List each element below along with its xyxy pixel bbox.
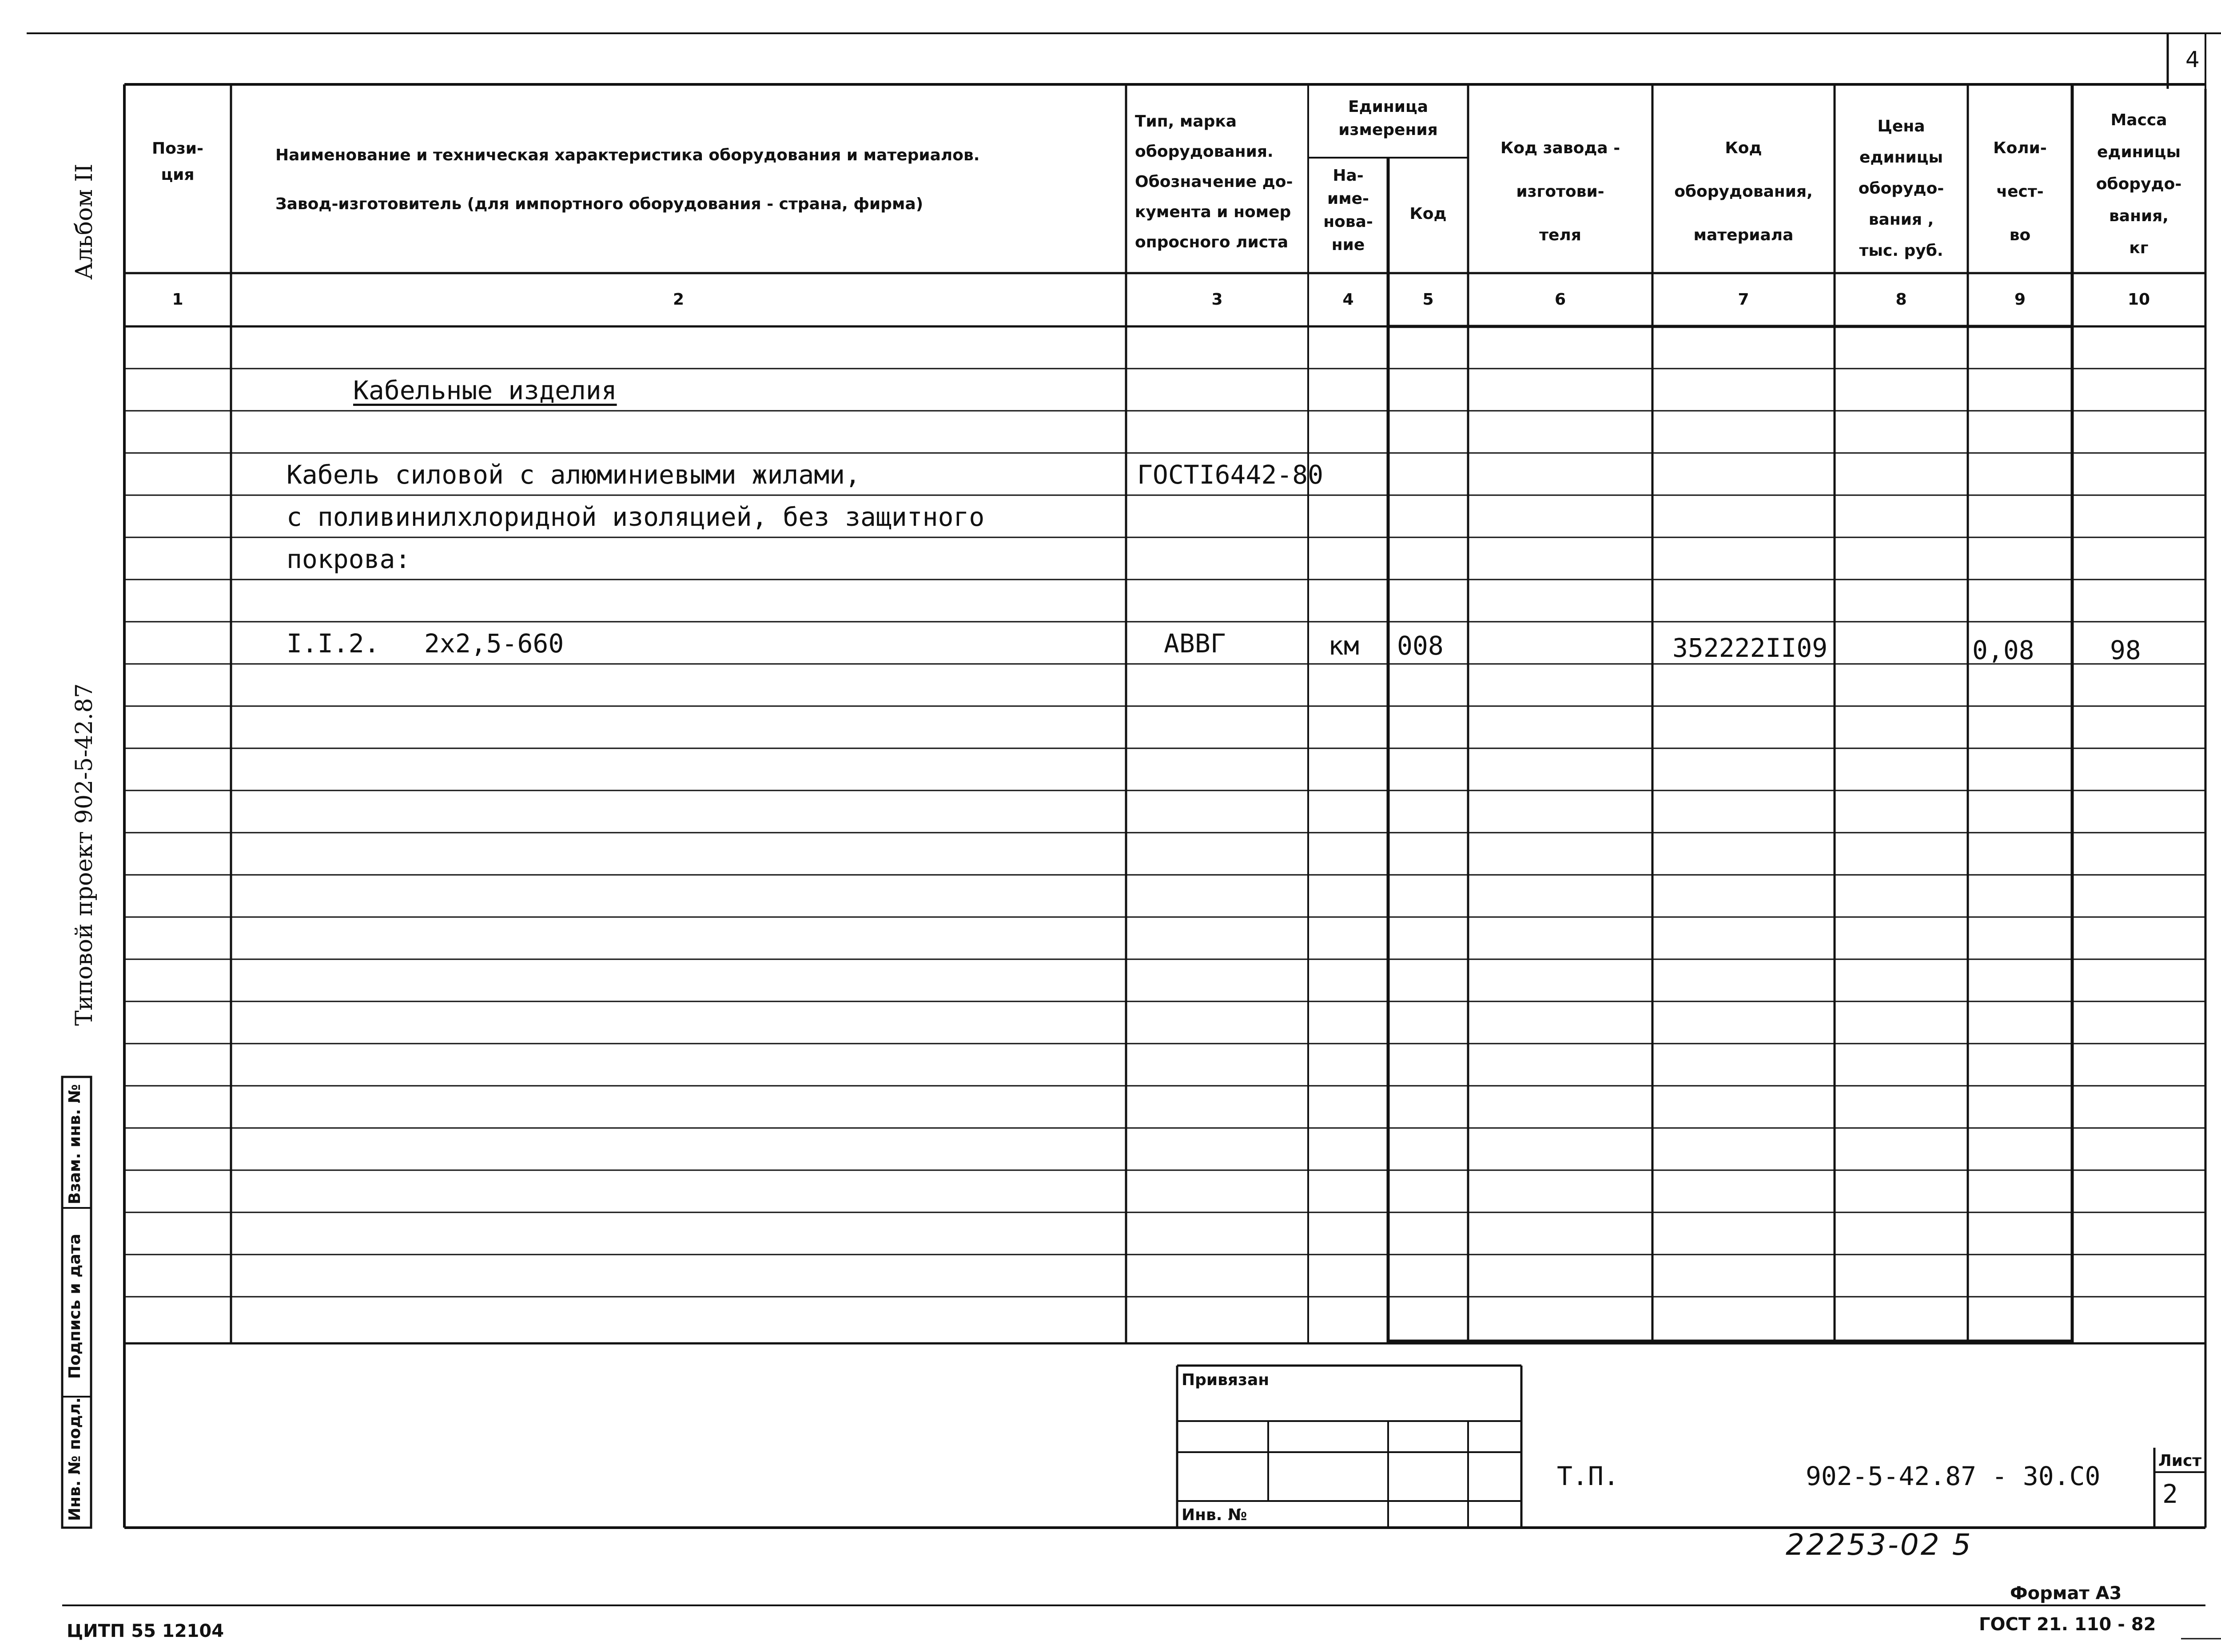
description-line-2: с поливинилхлоридной изоляцией, без защитного [287,502,985,532]
header-col6-line1: Код завода - [1500,139,1620,157]
header-col5: Код [1409,205,1447,223]
header-col6 [1468,127,1652,257]
stamp-tp: Т.П. [1557,1461,1619,1491]
header-col3-line2: оборудования. [1135,143,1274,161]
col-number-1: 1 [172,290,183,309]
header-col10-line5: кг [2129,239,2149,257]
header-col6-line2: изготови- [1516,183,1604,201]
item-unit-code: 008 [1397,631,1444,661]
header-col9-line1: Коли- [1993,139,2047,157]
col-number-5: 5 [1422,290,1434,309]
header-col2 [275,131,979,229]
col-number-7: 7 [1738,290,1749,309]
header-col1 [142,135,213,188]
side-label-podpis: Подпись и дата [66,1234,84,1379]
citp-label: ЦИТП 55 12104 [67,1621,224,1641]
header-col3-line1: Тип, марка [1135,112,1237,131]
item-position: I.I.2. [287,628,380,659]
header-col7-line3: материала [1693,226,1794,244]
header-col9-line3: во [2009,226,2031,244]
description-line-3: покрова: [287,544,411,574]
col-number-9: 9 [2014,290,2026,309]
header-col8-line1: Цена [1877,117,1925,135]
item-name: 2х2,5-660 [424,628,564,659]
header-unit-line2: измерения [1338,121,1438,139]
header-col8-line2: единицы [1859,148,1943,167]
item-equipment-code: 352222II09 [1672,633,1828,663]
format-label: Формат А3 [2010,1583,2122,1604]
header-col7-line2: оборудования, [1674,183,1813,201]
header-col4-line2: име- [1327,190,1369,208]
handwritten-number: 22253-02 5 [1786,1528,1973,1562]
header-col10-line1: Масса [2110,111,2167,129]
stamp-list-label: Лист [2158,1452,2202,1470]
header-col3-line5: опросного листа [1135,233,1289,251]
header-col10 [2072,104,2205,264]
header-col9 [1968,127,2072,257]
header-col8-line4: вания , [1868,210,1934,229]
header-col10-line4: вания, [2109,207,2169,225]
header-col3 [1133,107,1306,258]
page-number: 4 [2185,47,2200,72]
header-col3-line4: кумента и номер [1135,203,1291,221]
section-title: Кабельные изделия [353,375,617,405]
col-number-4: 4 [1342,290,1354,309]
header-col2-line1: Наименование и техническая характеристика оборудования и материалов. [275,146,980,164]
item-quantity: 0,08 [1972,635,2034,665]
header-col4-line1: На- [1333,167,1364,185]
header-col6-line3: теля [1539,226,1581,244]
col-number-6: 6 [1554,290,1566,309]
stamp-privyazan: Привязан [1182,1371,1270,1389]
header-col10-line2: единицы [2097,143,2181,161]
header-col10-line3: оборудо- [2096,175,2182,193]
stamp-doc-code: 902-5-42.87 - 30.С0 [1806,1461,2101,1491]
header-col2-line2: Завод-изготовитель (для импортного оборудования - страна, фирма) [275,195,923,213]
description-line-1: Кабель силовой с алюминиевыми жилами, [287,460,861,490]
header-col9-line2: чест- [1996,183,2044,201]
stamp-inv-no: Инв. № [1182,1506,1247,1524]
side-label-vzam: Взам. инв. № [66,1084,84,1204]
gost-reference: ГОСТI6442-80 [1137,460,1324,490]
header-unit-group [1308,95,1468,142]
col-number-2: 2 [673,290,685,309]
header-col4-line3: нова- [1323,213,1373,231]
header-col8 [1835,111,1968,266]
header-col7 [1652,127,1835,257]
header-col8-line5: тыс. руб. [1859,242,1943,260]
header-col4-line4: ние [1331,236,1365,254]
side-label-project: Типовой проект 902-5-42.87 [71,683,98,1026]
side-label-inv: Инв. № подл. [66,1397,84,1521]
item-mass: 98 [2110,635,2141,665]
side-label-album: Альбом II [71,163,98,280]
header-col1-line2: ция [161,166,195,184]
gost-footer: ГОСТ 21. 110 - 82 [1979,1614,2156,1635]
header-col1-line1: Пози- [152,139,203,158]
header-col7-line1: Код [1725,139,1762,157]
header-unit-line1: Единица [1348,98,1428,116]
item-type: АВВГ [1164,628,1226,659]
item-unit: км [1328,631,1359,661]
col-number-8: 8 [1895,290,1907,309]
header-col4 [1308,164,1388,257]
col-number-3: 3 [1211,290,1223,309]
header-col3-line3: Обозначение до- [1135,173,1293,191]
stamp-list-value: 2 [2162,1479,2178,1509]
col-number-10: 10 [2127,290,2150,309]
header-col8-line3: оборудо- [1858,179,1944,198]
